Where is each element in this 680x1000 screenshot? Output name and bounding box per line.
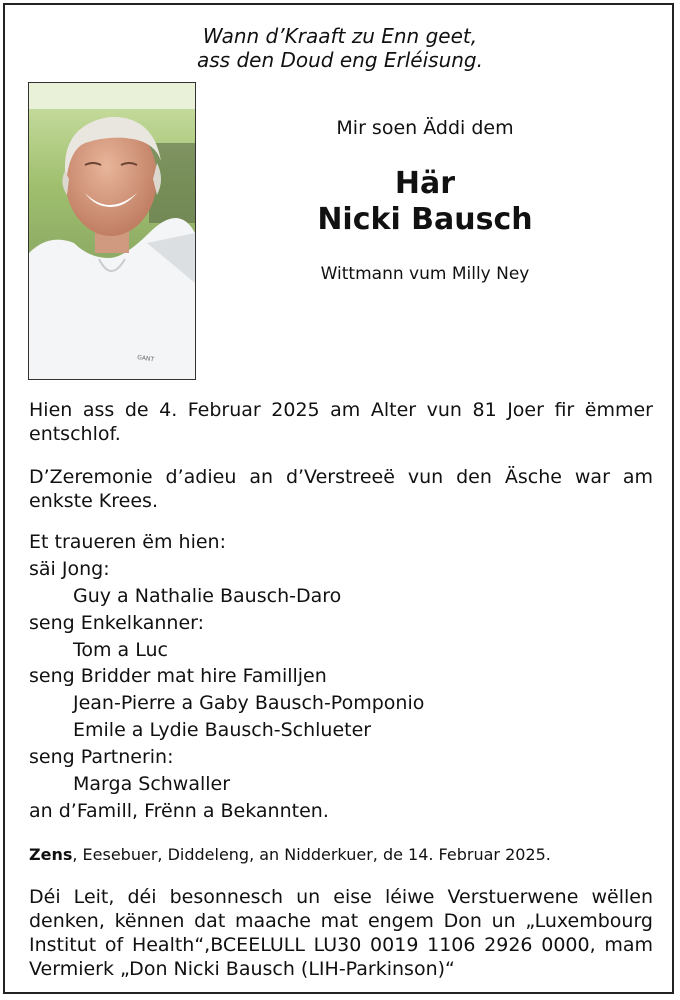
- donation-paragraph: Déi Leit, déi besonnesch un eise léiwe Verstuerwene wëllen denken, kënnen dat maache mat engem Don un „Luxembourg Institut of Health“,BCEELULL LU30 0019 1106 2926 0000, mam Vermierk „Don Nicki Bausch (LIH-Parkinson)“: [29, 886, 653, 980]
- group-label: seng Partnerin:: [29, 746, 174, 769]
- deceased-name: [250, 166, 600, 238]
- mourner-name: Jean-Pierre a Gaby Bausch-Pomponio: [73, 692, 425, 715]
- town-name: Zens: [29, 845, 73, 864]
- full-name: Nicki Bausch: [317, 202, 533, 237]
- group-label: seng Enkelkanner:: [29, 611, 205, 634]
- mourners-closing: an d’Famill, Frënn a Bekannten.: [29, 799, 329, 822]
- relation-text: Wittmann vum Milly Ney: [320, 264, 530, 284]
- announcement-paragraph: Hien ass de 4. Februar 2025 am Alter vun 81 Joer fir ëmmer entschlof.: [29, 399, 653, 445]
- mourner-name: Guy a Nathalie Bausch-Daro: [73, 584, 342, 607]
- group-label: säi Jong:: [29, 557, 110, 580]
- portrait-photo: [28, 82, 196, 380]
- shirt-logo: GANT: [136, 354, 155, 364]
- mourner-name: Tom a Luc: [73, 638, 168, 661]
- mourners-list: [29, 529, 649, 825]
- honorific: Här: [394, 166, 456, 201]
- motto: [0, 24, 680, 72]
- place-date-line: [29, 845, 551, 864]
- motto-line-2: ass den Doud eng Erléisung.: [197, 48, 483, 72]
- intro-text: Mir soen Äddi dem: [336, 117, 514, 139]
- group-label: seng Bridder mat hire Familljen: [29, 665, 327, 688]
- ceremony-paragraph: D’Zeremonie d’adieu an d’Verstreeë vun den Äsche war am enkste Krees.: [29, 466, 653, 512]
- mourners-heading: Et traueren ëm hien:: [29, 531, 226, 553]
- mourner-name: Emile a Lydie Bausch-Schlueter: [73, 719, 372, 742]
- motto-line-1: Wann d’Kraaft zu Enn geet,: [202, 24, 478, 48]
- mourner-name: Marga Schwaller: [73, 773, 231, 796]
- place-rest: , Eesebuer, Diddeleng, an Nidderkuer, de 14. Februar 2025.: [72, 845, 551, 864]
